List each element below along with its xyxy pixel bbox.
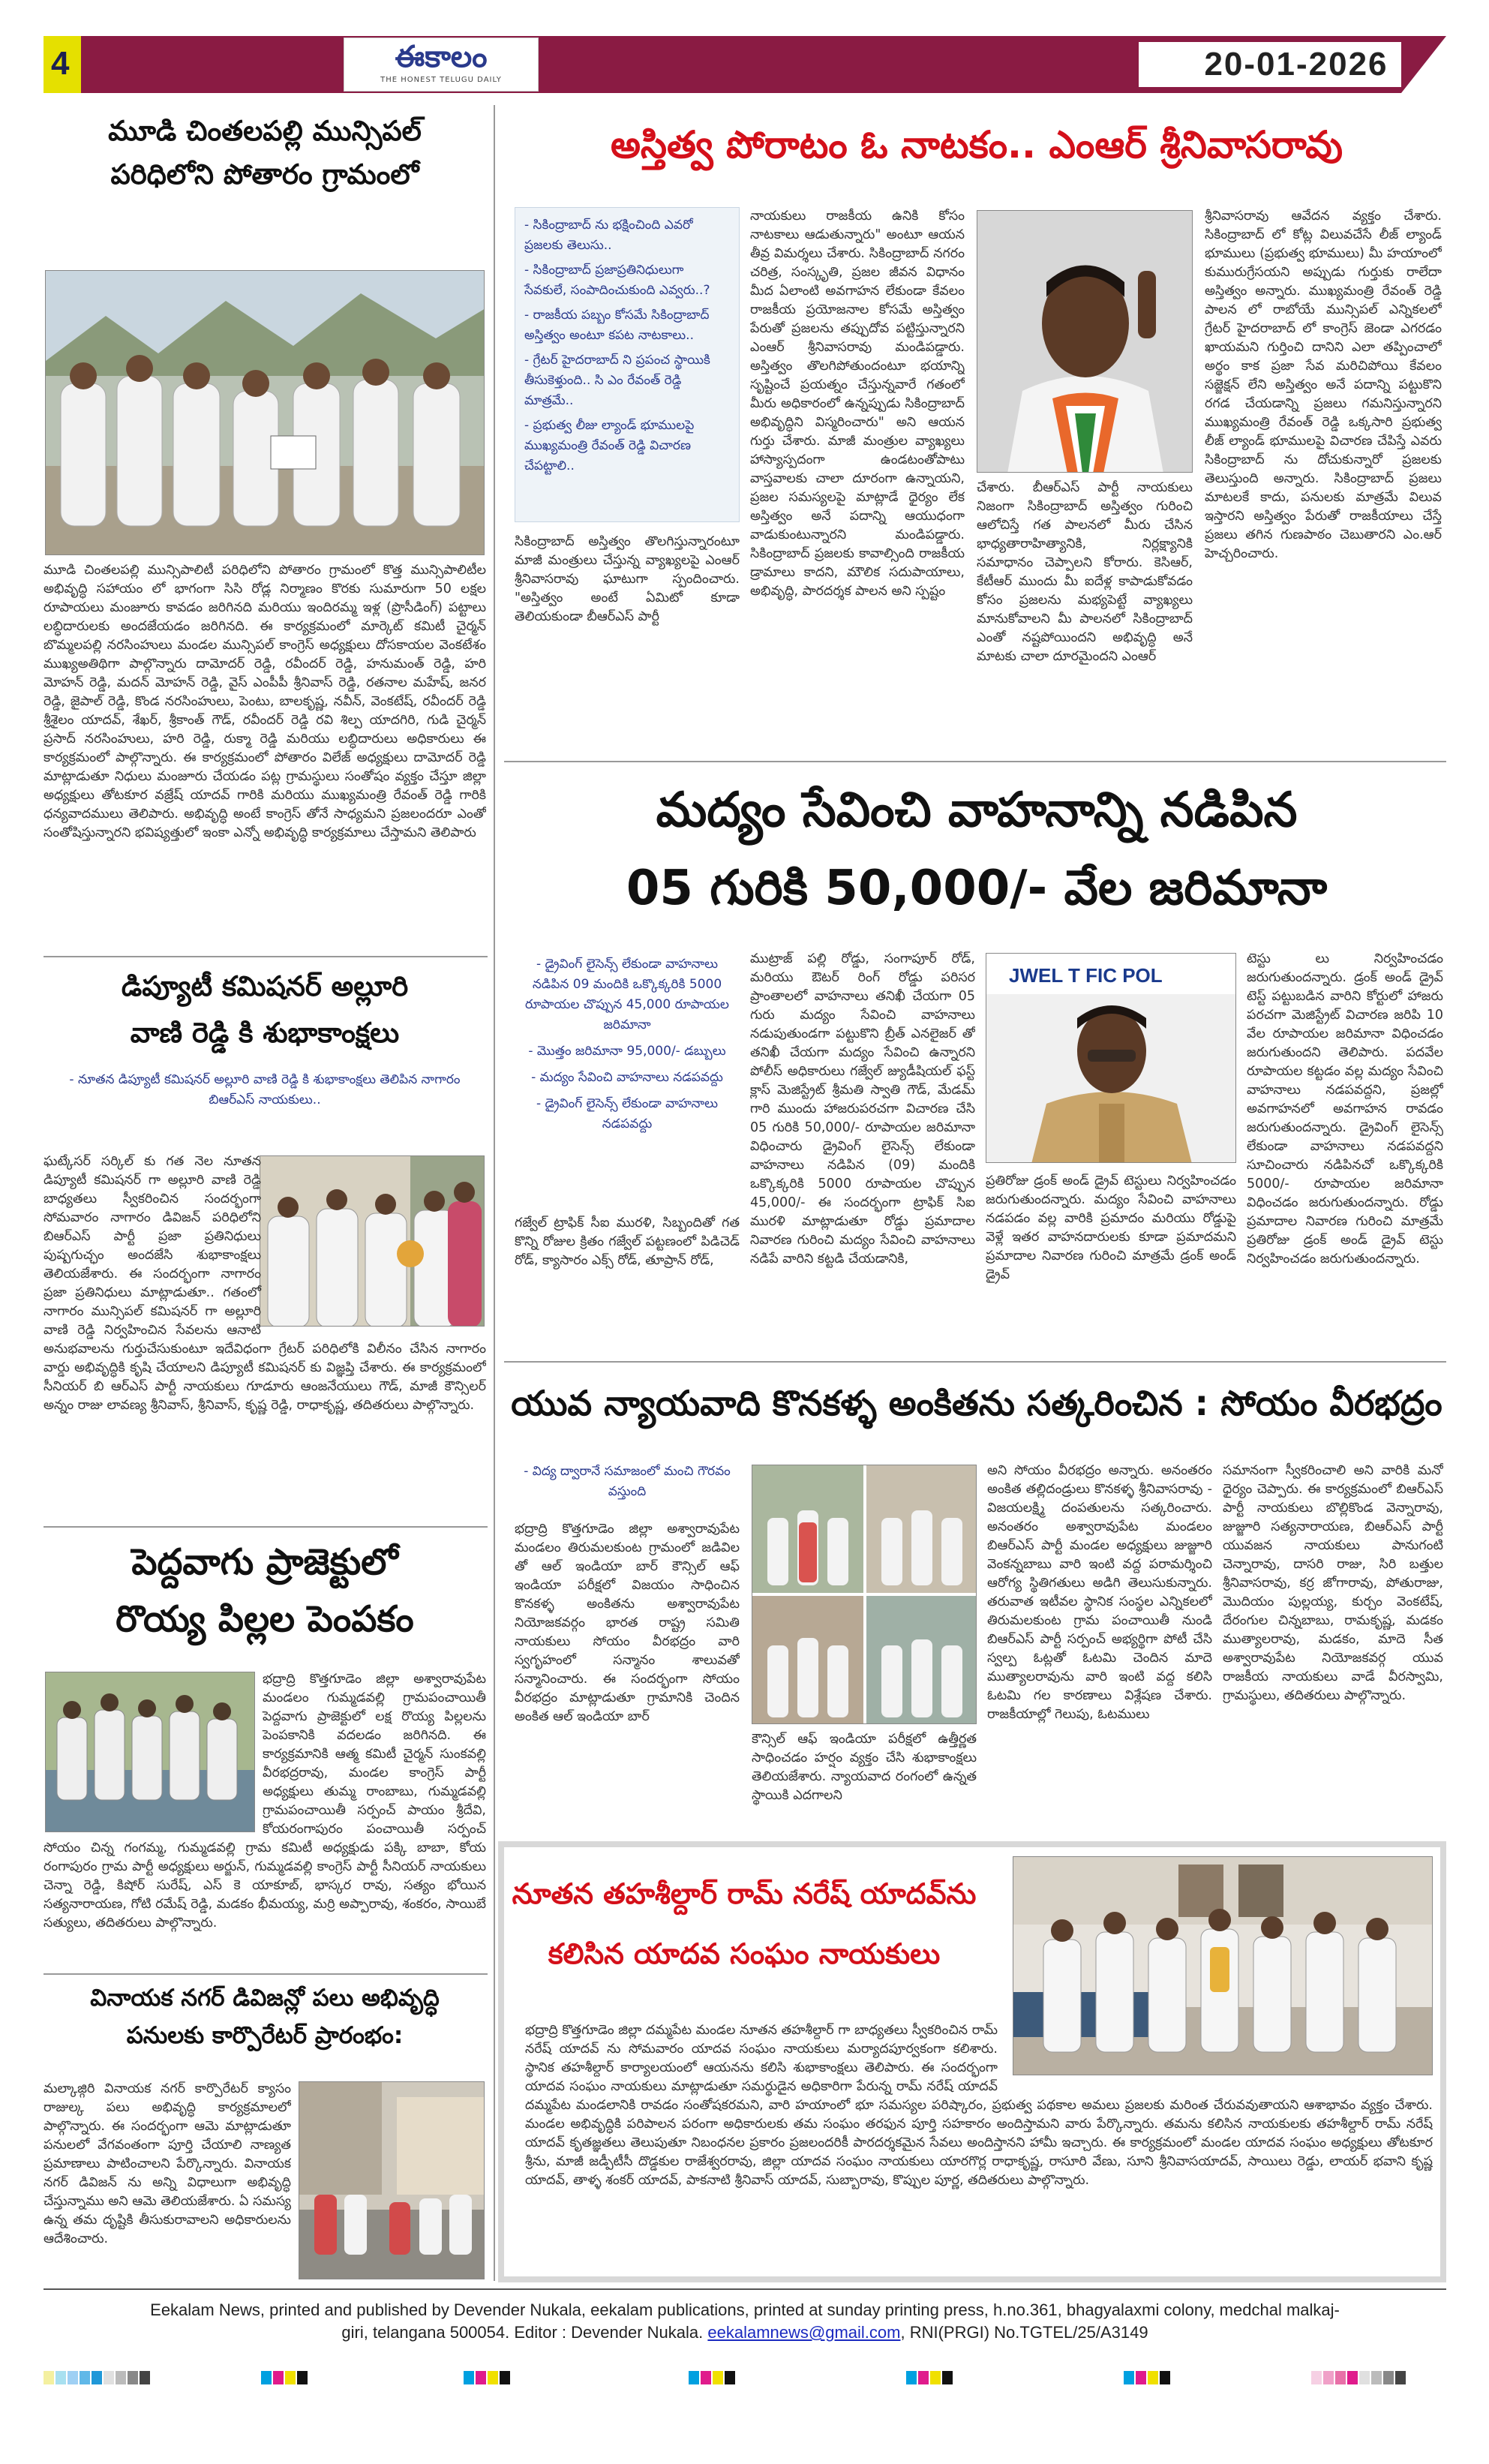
article-body-col2: ముట్రాజ్ పల్లి రోడ్డు, సంగాపూర్ రోడ్, మరియు ఔటర్ రింగ్ రోడ్డు పరిసర ప్రాంతాలలో వాహనాలు తనిఖీ చేయగా 05 గురు మద్యం సేవించి వాహనాలు నడుపుతుండగా పట్టుకొని బ్రీత్ ఎనలైజర్ తో తనిఖీ చేయగా మద్యం సేవించి ఉన్నారని పోలీస్ అధికారులు గజ్వేల్ జ్యుడీషియల్ ఫస్ట్ క్లాస్ మెజిస్ట్రేట్ శ్రీమతి స్వాతి గౌడ్, మేడమ్ గారి ముందు హాజరుపరచగా విచారణ చేసి 05 గురికి 50,000/- రూపాయల జరిమానా విధించారు డ్రైవింగ్ లైసెన్స్ లేకుండా వాహనాలు నడిపిన (09) మందికి ఒక్కొక్కరికి 5000 రూపాయల చొప్పున 45,000/- ఈ సందర్భంగా ట్రాఫిక్ సిఐ మురళి మాట్లాడుతూ రోడ్డు ప్రమాదాల నివారణ గురించి మద్యం సేవించి వాహనాలు నడిపే వారిని కట్టడి చేయడానికి,	[750, 951, 975, 1267]
photo-spacer	[44, 1670, 263, 1837]
photo-spacer	[998, 2021, 1433, 2081]
article-body	[44, 1670, 486, 1970]
contact-email-link[interactable]: eekalamnews@gmail.com	[707, 2323, 901, 2342]
section-divider	[44, 1973, 488, 1975]
headline: పెద్దవాగు ప్రాజెక్టులో	[131, 1541, 398, 1583]
print-color-bar	[689, 2371, 737, 2384]
svg-text:JWEL T FIC POL: JWEL T FIC POL	[1009, 964, 1163, 987]
article-body-text: భద్రాద్రి కొత్తగూడెం జిల్లా అశ్వారావుపేట మండలం గుమ్మడవల్లి గ్రామపంచాయితీ పెద్దవాగు ప్రాజెక్టులో లక్ష రొయ్య పిల్లలను పెంపకానికి వదలడం జరిగినది. ఈ కార్యక్రమానికి ఆత్మ కమిటీ చైర్మన్ సుంకవల్లి వీరభద్రరావు, మండల కాంగ్రెస్ పార్టీ అధ్యక్షులు తుమ్మ రాంబాబు, గుమ్మడవల్లి గ్రామపంచాయితీ సర్పంచ్ పాయం శ్రీదేవి, కోయరంగాపురం పంచాయితీ సర్పంచ్ సోయం చిన్న గంగమ్మ, గుమ్మడవల్లి గ్రామ కమిటీ అధ్యక్షుడు పక్కి బాబా, కోయ రంగాపురం గ్రామ పార్టీ అధ్యక్షులు అర్జున్, గుమ్మడవల్లి కాంగ్రెస్ పార్టీ సీనియర్ నాయకులు చెన్నా రెడ్డి, కిషోర్ సురేష్, ఎస్ కె యాకూబ్, భాస్కర రావు, సత్యం భోయిన సత్యనారాయణ, గోటి రమేష్ రెడ్డి, మడకం భీమయ్య, మర్రి అప్పారావు, శంకరం, సాయిబే సత్యులు, తదితరులు పాల్గొన్నారు.	[44, 1672, 486, 1931]
print-color-bar	[906, 2371, 954, 2384]
print-color-bar	[261, 2371, 309, 2384]
headline: మద్యం సేవించి వాహనాన్ని నడిపిన	[656, 783, 1298, 838]
highlight-item: - రాజకీయ పబ్బం కోసమే సికింద్రాబాద్ అస్తిత్వం అంటూ కపట నాటకాలు..	[524, 308, 710, 343]
article-body-text: ఘట్కేసర్ సర్కిల్ కు గత నెల నూతన డిప్యూటీ కమిషనర్ గా అల్లూరి వాణి రెడ్డి బాధ్యతలు స్వీకరించిన సందర్భంగా సోమవారం నాగారం డివిజన్ పరిధిలోని బిఆర్ఎస్ పార్టీ ప్రజా ప్రతినిధులు పుష్పగుచ్ఛం అందజేసి శుభాకాంక్షలు తెలియజేశారు. ఈ సందర్భంగా నాగారం ప్రజా ప్రతినిధులు మాట్లాడుతూ.. గతంలో నాగారం మున్సిపల్ కమిషనర్ గా అల్లూరి వాణి రెడ్డి నిర్వహించిన సేవలను ఆనాటి అనుభవాలను గుర్తుచేసుకుంటూ ఇదేవిధంగా గ్రేటర్ పరిధిలోకి విలీనం చేసిన నాగారం వార్డు అభివృద్ధికి కృషి చేయాలని డిప్యూటీ కమిషనర్ కు విజ్ఞప్తి చేశారు. ఈ కార్యక్రమంలో సీనియర్ బి ఆర్ఎస్ పార్టీ నాయకులు గూడూరు ఆంజనేయులు గౌడ్, మాజీ కౌన్సిలర్ అన్నం రాజు లావణ్య శ్రీనివాస్, శ్రీనివాస్, కృష్ణ రెడ్డి, రాధాకృష్ణ, తదితరులు పాల్గొన్నారు.	[44, 1154, 486, 1413]
headline: మూడి చింతలపల్లి మున్సిపల్	[108, 115, 422, 147]
article-body: మల్కాజ్గిరి వినాయక నగర్ కార్పొరేటర్ క్యాసం రాజుల్క పలు అభివృద్ధి కార్యక్రమాలలో పాల్గొన్నారు. ఈ సందర్భంగా ఆమె మాట్లాడుతూ పనులలో వేగవంతంగా పూర్తి చేయాలి నాణ్యత ప్రమాణాలు పాటించాలని పేర్కొన్నారు. వినాయక నగర్ డివిజన్ ను అన్ని విధాలుగా అభివృద్ధి చేస్తున్నాము అని ఆమె తెలియజేశారు. ఏ సమస్య ఉన్న తమ దృష్టికి తీసుకురావాలని అధికారులను ఆదేశించారు.	[44, 2081, 291, 2246]
newspaper-logo	[344, 38, 539, 92]
issue-date: 20-01-2026	[1204, 46, 1388, 83]
footer-divider	[44, 2288, 1446, 2290]
headline: డిప్యూటీ కమిషనర్ అల్లూరి	[121, 970, 409, 1002]
article-body-col1: భద్రాద్రి కొత్తగూడెం జిల్లా అశ్వారావుపేట మండలం తిరుమలకుంట గ్రామంలో జడివిల తో ఆల్ ఇండియా బార్ కౌన్సిల్ ఆఫ్ ఇండియా పరీక్షలో విజయం సాధించిన కొనకళ్ళ అంకితను అశ్వారావుపేట నియోజకవర్గం భారత రాష్ట్ర సమితి నాయకులు సోయం వీరభద్రం వారి స్వగృహంలో సన్మానం శాలువతో సన్మానించారు. ఈ సందర్భంగా సోయం వీరభద్రం మాట్లాడుతూ గ్రామానికి చెందిన అంకిత ఆల్ ఇండియా బార్	[515, 1522, 740, 1724]
section-divider	[504, 761, 1446, 762]
highlight-item: - మొత్తం జరిమానా 95,000/- డబ్బులు	[528, 1044, 726, 1059]
column-divider	[494, 105, 495, 2281]
highlight-item: - సికింద్రాబాద్ ను భక్షించింది ఎవరో ప్రజలకు తెలుసు..	[524, 218, 693, 253]
print-color-bar	[44, 2371, 152, 2384]
highlight-item: - గ్రేటర్ హైదరాబాద్ ని ప్రపంచ స్థాయికి తీసుకెళ్తుంది.. సి ఎం రేవంత్ రెడ్డి మాత్రమే..	[524, 353, 710, 408]
highlight-item: - సికింద్రాబాద్ ప్రజాప్రతినిధులుగా సేవకులే, సంపాదించుకుంది ఎవ్వరు..?	[524, 263, 710, 298]
photo-spacer	[261, 1152, 486, 1330]
article-body	[525, 2021, 1433, 2276]
article-photo-collage	[752, 1465, 977, 1724]
imprint-line	[44, 2321, 1446, 2344]
imprint-text: giri, telangana 500054. Editor : Devender Nukala.	[341, 2323, 704, 2342]
section-divider	[44, 956, 488, 957]
highlight-item: - డ్రైవింగ్ లైసెన్స్ లేకుండా వాహనాలు నడపవద్దు	[536, 1096, 719, 1131]
article-photo	[977, 210, 1193, 473]
article-tahsildar	[498, 1841, 1446, 2282]
headline: వాణి రెడ్డి కి శుభాకాంక్షలు	[130, 1017, 400, 1049]
imprint-line: Eekalam News, printed and published by Devender Nukala, eekalam publications, printed at sunday printing press, h.no.361, bhagyalaxmi colony, medchal malkaj-	[150, 2300, 1340, 2319]
logo-text: ఈకాలం	[395, 39, 488, 74]
photo-street-works	[299, 2082, 485, 2279]
photo-traffic-police-officer	[986, 954, 1236, 1163]
article-body-col3: చేశారు. బీఆర్ఎస్ పార్టీ నాయకులు నిజంగా సికింద్రాబాద్ అస్తిత్వం గురించి ఆలోచిస్తే గత పాలనలో మీరు చేసిన భాధ్యతారాహిత్యానికి, నిర్లక్ష్యానికి సమాధానం చెప్పాలని కోరారు. కెసిఆర్, కేటీఆర్ ముందు మీ ఐదేళ్ల కాపాడుకోవడం కోసం ప్రజలను మభ్యపెట్టే వ్యాఖ్యలు మానుకోవాలని మీ పాలనలో సికింద్రాబాద్ ఎంతో నష్టపోయిందని అభివృద్ధి అనే మాటకు చాలా దూరమైందని ఎంఆర్	[977, 480, 1193, 664]
headline: 05 గురికి 50,000/- వేల జరిమానా	[626, 861, 1328, 916]
highlight-item: - మద్యం సేవించి వాహనాలు నడపవద్దు	[531, 1070, 723, 1085]
logo-tagline: THE HONEST TELUGU DAILY	[380, 76, 502, 84]
print-color-bar	[464, 2371, 512, 2384]
article-body-col2: కౌన్సిల్ ఆఫ్ ఇండియా పరీక్షలో ఉత్తీర్ణత సాధించడం హర్షం వ్యక్తం చేసి శుభాకాంక్షలు తెలియజేశారు. న్యాయవాద రంగంలో ఉన్నత స్థాయికి ఎదగాలని	[752, 1732, 977, 1803]
photo-officials-handing-documents	[46, 271, 485, 555]
photo-mr-srinivasarao-portrait	[977, 211, 1193, 473]
headline: యువ న్యాయవాది కొనకళ్ళ అంకితను సత్కరించిన : సోయం వీరభద్రం	[511, 1383, 1442, 1423]
headline: కలిసిన యాదవ సంఘం నాయకులు	[548, 1937, 941, 1970]
masthead-band	[81, 36, 1401, 93]
newspaper-page	[44, 36, 1446, 2419]
highlights-box	[515, 207, 740, 522]
highlight-item: - డ్రైవింగ్ లైసెన్స్ లేకుండా వాహనాలు నడిపిన 09 మందికి ఒక్కొక్కరికి 5000 రూపాయల చొప్పున 45,000 రూపాయల జరిమానా	[525, 957, 729, 1032]
article-body-col4: టెస్టు లు నిర్వహించడం జరుగుతుందన్నారు. డ్రంక్ అండ్ డ్రైవ్ టెస్ట్ పట్టుబడిన వారిని కోర్టులో హాజరు పరచగా మెజిస్ట్రేట్ విచారణ జరిపి 10 వేల రూపాయల జరిమానా విధించడం జరుగుతుందని తెలిపారు. పదవేల రూపాయల కట్టడం వల్ల మద్యం సేవించి వాహనాలు నడపవద్దని, ప్రజల్లో అవగాహనలో అవగాహన రావడం జరుగుతుందన్నారు. డ్రైవింగ్ లైసెన్స్ లేకుండా వాహనాలు నడపవద్దని సూచించారు నడిపినచో ఒక్కొక్కరికి 5000/- రూపాయల జరిమానా విధించడం జరుగుతుందన్నారు. రోడ్డు ప్రమాదాల నివారణ గురించి మాత్రమే ప్రతిరోజు డ్రంక్ అండ్ డ్రైవ్ టెస్టు నిర్వహించడం జరుగుతుందన్నారు.	[1247, 951, 1443, 1267]
article-body	[44, 1152, 486, 1520]
highlights-box	[515, 947, 740, 1194]
headline: నూతన తహశీల్దార్ రామ్ నరేష్ యాదవ్‌ను	[512, 1877, 977, 1910]
article-photo	[299, 2081, 485, 2279]
headline: అస్తిత్వ పోరాటం ఓ నాటకం.. ఎంఆర్ శ్రీనివాసరావు	[610, 123, 1343, 167]
page-number-box	[44, 36, 81, 93]
headline: పరిధిలోని పోతారం గ్రామంలో	[110, 158, 419, 191]
article-body-col1: గజ్వేల్ ట్రాఫిక్ సీఐ మురళి, సిబ్బందితో గత కొన్ని రోజుల క్రితం గజ్వేల్ పట్టణంలో పిడిచెడ్ రోడ్, క్యాసారం ఎక్స్ రోడ్, తూప్రాన్ రోడ్,	[515, 1215, 740, 1268]
article-body-col1: సికింద్రాబాద్ అస్తిత్వం తొలగిస్తున్నారంటూ మాజీ మంత్రులు చేస్తున్న వ్యాఖ్యలపై ఎంఆర్ శ్రీనివాసరావు ఘాటుగా స్పందించారు. "అస్తిత్వం అంటే ఏమిటో కూడా తెలియకుండా బీఆర్ఎస్ పార్టీ	[515, 534, 740, 624]
headline: రొయ్య పిల్లల పెంపకం	[116, 1598, 414, 1640]
masthead-corner	[1401, 36, 1446, 93]
section-divider	[504, 1361, 1446, 1363]
article-body-col2: నాయకులు రాజకీయ ఉనికి కోసం నాటకాలు ఆడుతున్నారు" అంటూ ఆయన తీవ్ర విమర్శలు చేశారు. సికింద్రాబాద్ నగరం చరిత్ర, సంస్కృతి, ప్రజల జీవన విధానం మీద ఏలాంటి అవగాహన లేకుండా కేవలం రాజకీయ ప్రయోజనాల కోసమే అస్తిత్వం పేరుతో ప్రజలను తప్పుదోవ పట్టిస్తున్నారని ఎంఆర్ శ్రీనివాసరావు మండిపడ్డారు. అస్తిత్వం తొలగిపోతుందంటూ భయాన్ని సృష్టించే ప్రయత్నం చేస్తున్నవారే గతంలో మీరు అధికారంలో ఉన్నప్పుడు సికింద్రాబాద్ అభివృద్ధిని విస్మరించారు" అని ఆయన గుర్తు చేశారు. మాజీ మంత్రుల వ్యాఖ్యలు హాస్యాస్పదంగా ఉండటంతోపాటు వాస్తవాలకు చాలా దూరంగా ఉన్నాయని, ప్రజల సమస్యలపై మాట్లాడే ధైర్యం లేక అస్తిత్వం అనే పదాన్ని ఆయుధంగా వాడుకుంటున్నారని మండిపడ్డారు. సికింద్రాబాద్ ప్రజలకు కావాల్సింది రాజకీయ డ్రామాలు కాదని, మౌలిక సదుపాయాలు, అభివృద్ధి, పారదర్శక పాలన అని స్పష్టం	[750, 209, 965, 599]
article-body-col4: శ్రీనివాసరావు ఆవేదన వ్యక్తం చేశారు. సికింద్రాబాద్ లో కోట్ల విలువచేసే లీజ్ ల్యాండ్ భూములు (ప్రభుత్వ భూములు) మీ హయాంలో కుమురుగ్రేసయని అప్పుడు గుర్తుకు రాలేదా అస్తిత్వం అన్నారు. ముఖ్యమంత్రి రేవంత్ రెడ్డి పాలన లో రాబోయే మున్సిపల్ ఎన్నికలలో గ్రేటర్ హైదరాబాద్ లో కాంగ్రెస్ జెండా ఎగరడం ఖాయమని గుర్తించి దానిని ఎలా తప్పించాలో అర్థం కాక ప్రజా సేవ మరిచిపోయి కేవలం సజ్జెక్షన్ లేని అస్తిత్వం అనే పదాన్ని పట్టుకొని రగడ చేయడాన్ని ప్రజలు గమనిస్తున్నారని ముఖ్యమంత్రి రేవంత్ రెడ్డి ఒక్కసారి ప్రభుత్వ లీజ్ ల్యాండ్ భూములపై విచారణ చేపిస్తే ఎవరు సికింద్రాబాద్ ను దోచుకున్నారో ప్రజలకు తెలుస్తుంది అన్నారు. సికింద్రాబాద్ ప్రజలు మాటలకే కాదు, పనులకు మాత్రమే విలువ ఇస్తారని అస్తిత్వం పేరుతో రాజకీయాలు చేస్తే ప్రజలు తగిన గుణపాఠం చెబుతారని ఎం.ఆర్ హెచ్చరించారు.	[1205, 209, 1442, 561]
article-subhead: - నూతన డిప్యూటీ కమిషనర్ అల్లూరి వాణి రెడ్డి కి శుభాకాంక్షలు తెలిపిన నాగారం బిఆర్ఎస్ నాయకులు..	[69, 1072, 461, 1107]
masthead	[44, 36, 1446, 93]
article-subhead: - విద్య ద్వారానే సమాజంలో మంచి గౌరవం వస్తుంది	[524, 1464, 731, 1499]
headline: వినాయక నగర్ డివిజన్లో పలు అభివృద్ధి	[90, 1985, 440, 2012]
article-body-col3: అని సోయం వీరభద్రం అన్నారు. అనంతరం అంకిత తల్లిదండ్రులు కొనకళ్ళ శ్రీనివాసరావు - విజయలక్ష్మి దంపతులను సత్కరించారు. అనంతరం అశ్వారావుపేట మండలం బిఆర్ఎస్ పార్టీ మండల అధ్యక్షులు జుజ్జూరి వెంకన్నబాబు వారి ఇంటి వద్ద పరామర్శించి ఆరోగ్య స్థితిగతులు అడిగి తెలుసుకున్నారు. తరువాత ఇటీవల స్థానిక సంస్థల ఎన్నికలలో తిరుమలకుంట గ్రామ పంచాయితీ నుండి బిఆర్ఎస్ పార్టీ సర్పంచ్ అభ్యర్థిగా పోటీ చేసి స్వల్ప ఓట్లతో ఓటమి చెందిన మాదె ముత్యాలరావును వారి ఇంటి వద్ద కలిసి ఓటమి గల కారణాలు విశ్లేషణ చేశారు. రాజకీయాల్లో గెలుపు, ఓటములు	[987, 1463, 1212, 1722]
article-body-col3: ప్రతిరోజు డ్రంక్ అండ్ డ్రైవ్ టెస్టులు నిర్వహించడం జరుగుతుందన్నారు. మద్యం సేవించి వాహనాలు నడపడం వల్ల వారికి ప్రమాదం మరియు రోడ్డుపై వెళ్లే ఇతర వాహనదారులకు కూడా ప్రమాదమని ప్రమాదాల నివారణ గురించి మాత్రమే డ్రంక్ అండ్ డ్రైవ్	[986, 1173, 1236, 1282]
print-color-bar	[1124, 2371, 1172, 2384]
imprint-footer	[44, 2299, 1446, 2344]
section-divider	[44, 1526, 488, 1528]
article-photo	[986, 953, 1236, 1163]
headline: పనులకు కార్పొరేటర్ ప్రారంభం:	[126, 2022, 404, 2049]
article-body-col4: సమానంగా స్వీకరించాలి అని వారికి మనో ధైర్యం చెప్పారు. ఈ కార్యక్రమంలో బిఆర్ఎస్ పార్టీ నాయకులు బొల్లికొండ వెన్నారావు, జుజ్జూరి సత్యనారాయణ, బిఆర్ఎస్ పార్టీ యువజన నాయకులు పానుగంటి చెన్నారావు, దాసరి రాజు, సిరి బత్తుల శ్రీనివాసరావు, కర్ర జోగారావు, పోతురాజు, మొదియం పుల్లయ్య, కుర్చం వెంకటేష్, దేరంగుల చిన్నబాబు, రామకృష్ణ, మడకం ముత్యాలరావు, మడకం, మాదె సీత అశ్వారావుపేట నియోజకవర్గ యువ రాజకీయ నాయకులు వాడే వీరస్వామి, గ్రామస్థులు, తదితరులు పాల్గొన్నారు.	[1223, 1463, 1443, 1703]
imprint-text: , RNI(PRGI) No.TGTEL/25/A3149	[900, 2323, 1148, 2342]
article-body: మూడి చింతలపల్లి మున్సిపాలిటీ పరిధిలోని పోతారం గ్రామంలో కొత్త మున్సిపాలిటీల అభివృద్ధి సహాయం లో భాగంగా సిసి రోడ్ల నిర్మాణం కొరకు సుమారుగా 50 లక్షల రూపాయలు మంజూరు కావడం జరిగినది మరియు ఇందిరమ్మ ఇళ్ల (ప్రొసీడింగ్) పట్టాలు లబ్ధిదారులకు అందజేయడం జరిగినది. ఈ కార్యక్రమంలో మార్కెట్ కమిటీ చైర్మన్ బొమ్మలపల్లి నరసింహులు మండల మున్సిపల్ కాంగ్రెస్ అధ్యక్షులు దోసకాయల వెంకటేశం ముఖ్యఅతిథిగా పాల్గొన్నారు దామోదర్ రెడ్డి, రవీందర్ రెడ్డి, హనుమంత్ రెడ్డి, హరి మోహన్ రెడ్డి, మదన్ మోహన్ రెడ్డి, వైస్ ఎంపీపీ శ్రీనివాస్ రెడ్డి, రతనాల మహేష్, జనర రెడ్డి, జైపాల్ రెడ్డి, కొండ నరసింహులు, పెంటు, బాలకృష్ణ, నవీన్, వెంకటేష్, రవీందర్ రెడ్డి శ్రీశైలం యాదవ్, శేఖర్, శ్రీకాంత్ గౌడ్, రవీందర్ రెడ్డి రవి శిల్ప యాదగిరి, గుడి చైర్మన్ ప్రసాద్ నరసింహులు, హరి రెడ్డి, రుక్మా రెడ్డి మరియు లబ్ధిదారులు అధికారులు ఈ కార్యక్రమంలో పాల్గొన్నారు. ఈ కార్యక్రమంలో పోతారం విలేజ్ అధ్యక్షులు దామోదర్ రెడ్డి మాట్లాడుతూ నిధులు మంజూరు చేయడం పట్ల గ్రామస్థులు సంతోషం వ్యక్తం చేస్తూ జిల్లా అధ్యక్షులు తోటకూర వజ్రేష్ యాదవ్ గారికి మరియు ముఖ్యమంత్రి రేవంత్ రెడ్డి గారికి ధన్యవాదములు తెలిపారు. అభివృద్ధి అంటే కాంగ్రెస్ తోనే సాధ్యమని ప్రజలందరూ ఎంతో సంతోషిస్తున్నారని భవిష్యత్తులో ఇంకా ఎన్నో అభివృద్ధి కార్యక్రమాలు చేస్తామని తెలిపారు	[44, 563, 486, 840]
article-body-text: భద్రాద్రి కొత్తగూడెం జిల్లా దమ్మపేట మండల నూతన తహశీల్దార్ గా బాధ్యతలు స్వీకరించిన రామ్ నరేష్ యాదవ్ ను సోమవారం యాదవ సంఘం నాయకులు మర్యాదపూర్వకంగా కలిశారు. స్థానిక తహశీల్దార్ కార్యాలయంలో ఆయనను కలిసి శుభాకాంక్షలు తెలిపారు. ఈ సందర్భంగా యాదవ సంఘం నాయకులు మాట్లాడుతూ సమర్థుడైన అధికారిగా పేరున్న రామ్ నరేష్ యాదవ్ దమ్మపేట మండలానికి రావడం సంతోషకరమని, వారి హయాంలో భూ సమస్యల పరిష్కారం, ప్రభుత్వ పథకాల అమలు ప్రజలకు మరింత చేరువవుతాయని ఆశాభావం వ్యక్తం చేశారు. మండల అభివృద్ధికి పరిపాలన పరంగా అధికారులకు తమ సంఘం తరఫున పూర్తి సహకారం అందిస్తామని వారు పేర్కొన్నారు. తమను కలిసిన నాయకులకు తహశీల్దార్ రామ్ నరేష్ యాదవ్ కృతజ్ఞతలు తెలుపుతూ నిబంధనల ప్రకారం ప్రజలందరికీ పారదర్శకమైన సేవలు అందిస్తానని హామీ ఇచ్చారు. ఈ కార్యక్రమంలో మండల యాదవ సంఘం అధ్యక్షులు తోటకూర శ్రీను, మాజీ జడ్పీటీసీ దొడ్డకుల రాజేశ్వరరావు, జిల్లా యాదవ సంఘం నాయకులు యారగొర్ల రాధాకృష్ణ, రాసూరి వేణు, సూని శ్రీనివాసయాదవ్, సాయిలు రెడ్డు, లాయర్ భవాని కృష్ణ యాదవ్, తాళ్ళ శంకర్ యాదవ్, పాకనాటి శ్రీనివాస్ యాదవ్, సుబ్బారావు, కొప్పుల పూర్ణ, తదితరులు పాల్గొన్నారు.	[525, 2023, 1433, 2188]
photo-lawyer-felicitation-collage	[752, 1465, 977, 1724]
print-color-bar	[1311, 2371, 1407, 2384]
page-number: 4	[51, 45, 70, 82]
article-photo	[45, 270, 485, 555]
highlight-item: - ప్రభుత్వ లీజు ల్యాండ్ భూములపై ముఖ్యమంత్రి రేవంత్ రెడ్డి విచారణ చేపట్టాలి..	[524, 418, 695, 473]
